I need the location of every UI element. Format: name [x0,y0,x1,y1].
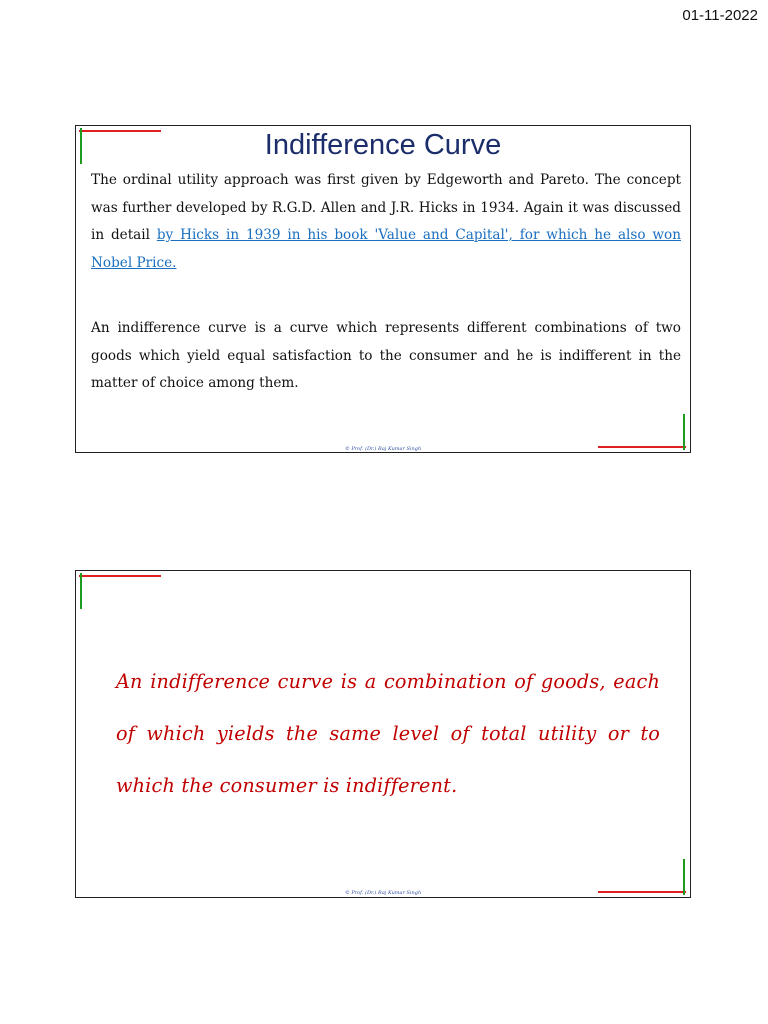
definition-paragraph: An indifference curve is a curve which represents different combinations of two goods which yield equal satisfaction to the consumer and he is indifferent in the matter of choice among them. [91,320,681,391]
footer-credit: © Prof. (Dr.) Raj Kumar Singh [344,446,422,452]
page-date: 01-11-2022 [682,7,758,24]
corner-decoration-bottom-right-green [683,414,685,450]
slide-definition [75,570,691,898]
history-paragraph-text: The ordinal utility approach was first given by Edgeworth and Pareto. The concept was further developed by R.G.D. Allen and J.R. Hicks in 1934. Again it was discussed in detail [91,172,681,243]
corner-decoration-top-left-green [80,573,82,609]
corner-decoration-top-left-red [79,575,161,577]
slide-indifference-curve [75,125,691,453]
history-paragraph [91,167,681,277]
indifference-curve-definition: An indifference curve is a combination of goods, each of which yields the same level of total utility or to which the consumer is indifferent. [116,670,660,797]
slide-title: Indifference Curve [264,129,502,161]
footer-credit: © Prof. (Dr.) Raj Kumar Singh [344,890,422,896]
hicks-book-link[interactable]: by Hicks in 1939 in his book 'Value and Capital', for which he also won Nobel Price. [91,227,681,271]
